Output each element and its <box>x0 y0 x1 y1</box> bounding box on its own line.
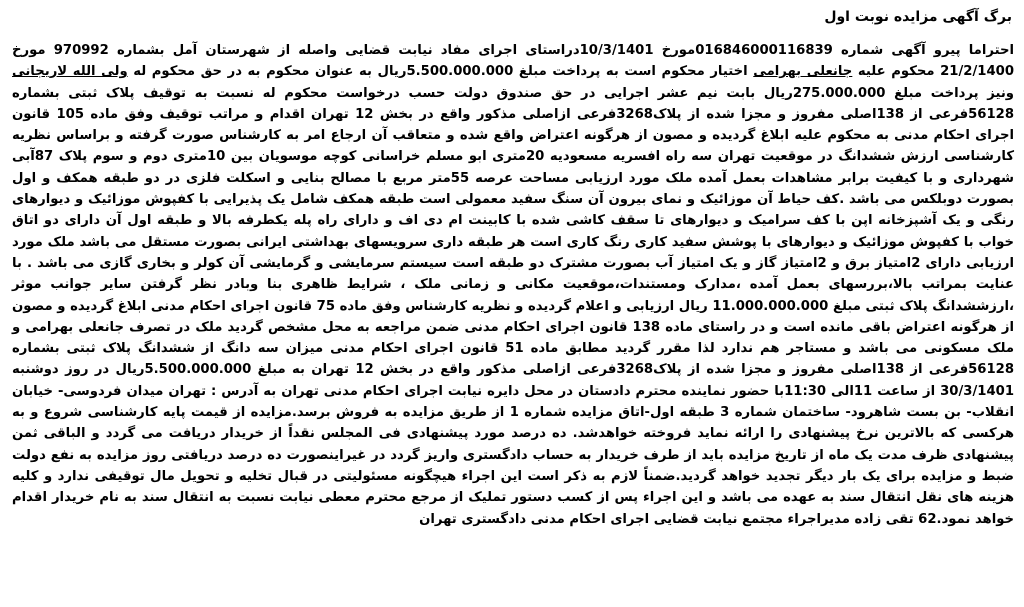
body-text-part3: ونیز پرداخت مبلغ 275.000.000ریال بابت نیم عشر اجرایی در حق صندوق دولت حسب درخواست محکوم له نسبت به توقیف پلاک ثبتی بشماره 56128فرعی از 138اصلی مفروز و مجزا شده از پلاک3268فرعی ازاصلی مذکور واقع در بخش 12 تهران اقدام و مراتب توقیف وفق ماده 105 قانون اجرای احکام مدنی به محکوم علیه ابلاغ گردیده و مصون از هرگونه اعتراض واقع شده و متعاقب آن ارجاع امر به کارشناس صورت گرفته و براساس نظریه کارشناسی ارزش ششدانگ در موقعیت تهران سه راه افسریه مسعودیه 20متری ابو مسلم خراسانی کوچه موسویان بین 10متری دوم و سوم پلاک 87آبی شهرداری و با کیفیت برابر مشاهدات بعمل آمده ملک مورد ارزیابی مساحت عرصه 55متر مربع با مصالح بنایی و اسکلت فلزی در دو طبقه همکف و اول بصورت دوبلکس می باشد .کف حیاط آن موزائیک و نمای بیرون آن سنگ سفید معمولی است طبقه همکف شامل یک پذیرایی با کفپوش موزائیک و دیوارهای رنگی و یک آشپزخانه اپن با کف سرامیک و دیوارهای تا سقف کاشی شده با کابینت ام دی اف و دارای راه پله یکطرفه بالا و طبقه اول آن دارای دو اتاق خواب با کفپوش موزائیک و دیوارهای با پوشش سفید کاری رنگ کاری است هر طبقه داری سرویسهای بهداشتی ایرانی بصورت مستقل می باشد ملک مورد ارزیابی دارای 2امتیاز برق و 2امتیاز گاز و یک امتیاز آب بصورت مشترک دو طبقه است سیستم سرمایشی و گرمایشی آن کولر و بخاری گازی می باشد . با عنایت بمراتب بالا،بررسهای بعمل آمده ،مدارک ومستندات،موقعیت مکانی و زمانی ملک ، شرایط ظاهری بنا وبادر نظر گرفتن سایر جوانب موثر ،ارزششدانگ پلاک ثبتی مبلغ 11.000.000.000 ریال ارزیابی و اعلام گردیده و نظریه کارشناس وفق ماده 75 قانون اجرای احکام مدنی ابلاغ گردیده و مصون از هرگونه اعتراض باقی مانده است و در راستای ماده 138 قانون اجرای احکام مدنی ضمن مراجعه به محل مشخص گردید ملک در تصرف جانعلی بهرامی و ملک مسکونی می باشد و مستاجر هم ندارد لذا مقرر گردید مطابق ماده 51 قانون اجرای احکام مدنی میزان سه دانگ از ششدانگ پلاک ثبتی بشماره 56128فرعی از 138اصلی مفروز و مجزا شده از پلاک3268فرعی ازاصلی مذکور واقع در بخش 12 تهران به مبلغ 5.500.000.000ریال در روز دوشنبه 30/3/1401 از ساعت 11الی 11:30با حضور نماینده محترم دادستان در محل دایره نیابت اجرای احکام مدنی تهران به آدرس : تهران میدان فردوسی- خیابان انقلاب- بن بست شاهرود- ساختمان شماره 3 طبقه اول-اتاق مزایده شماره 1 از طریق مزایده به فروش برسد.مزایده از قیمت پایه کارشناسی شروع و به هرکسی که بالاترین نرخ پیشنهادی را ارائه نماید فروخته خواهدشد. ده درصد مورد پیشنهادی فی المجلس نقداً از خریدار دریافت می گردد و الباقی ثمن پیشنهادی ظرف مدت یک ماه از تاریخ مزایده باید از طرف خریدار به حساب دادگستری واریز گردد در غیراینصورت ده درصد دریافتی روز مزایده به نفع دولت ضبط و مزایده برای یک بار دیگر تجدید خواهد گردید.ضمناً لازم به ذکر است این اجراء هیچگونه مسئولیتی در قبال تخلیه و تحویل مال توقیفی ندارد و کلیه هزینه های نقل انتقال سند به عهده می باشد و این اجراء پس از کسب دستور تملیک از مرجع محترم معطی نیابت نسبت به انتقال سند به نام خریدار اقدام خواهد نمود.62 تقی زاده مدیراجراء مجتمع نیابت قضایی اجرای احکام مدنی دادگستری تهران <box>12 85 1015 527</box>
debtor-name: جانعلی بهرامی <box>753 64 853 80</box>
body-text-part1: احتراما پیرو آگهی شماره 016846000116839مورخ 10/3/1401دراستای اجرای مفاد نیابت قضایی واصله از شهرستان آمل بشماره 970992 مورخ 21/2/1400 محکوم علیه <box>12 43 1014 80</box>
notice-title: برگ آگهی مزایده نوبت اول <box>824 9 1012 25</box>
body-text-part2: اختیار محکوم است به پرداخت مبلغ 5.500.000.000ریال به عنوان محکوم به در حق محکوم له <box>127 64 754 80</box>
notice-body <box>8 40 1016 530</box>
creditor-name: ولی الله لاریجانی <box>12 64 128 80</box>
